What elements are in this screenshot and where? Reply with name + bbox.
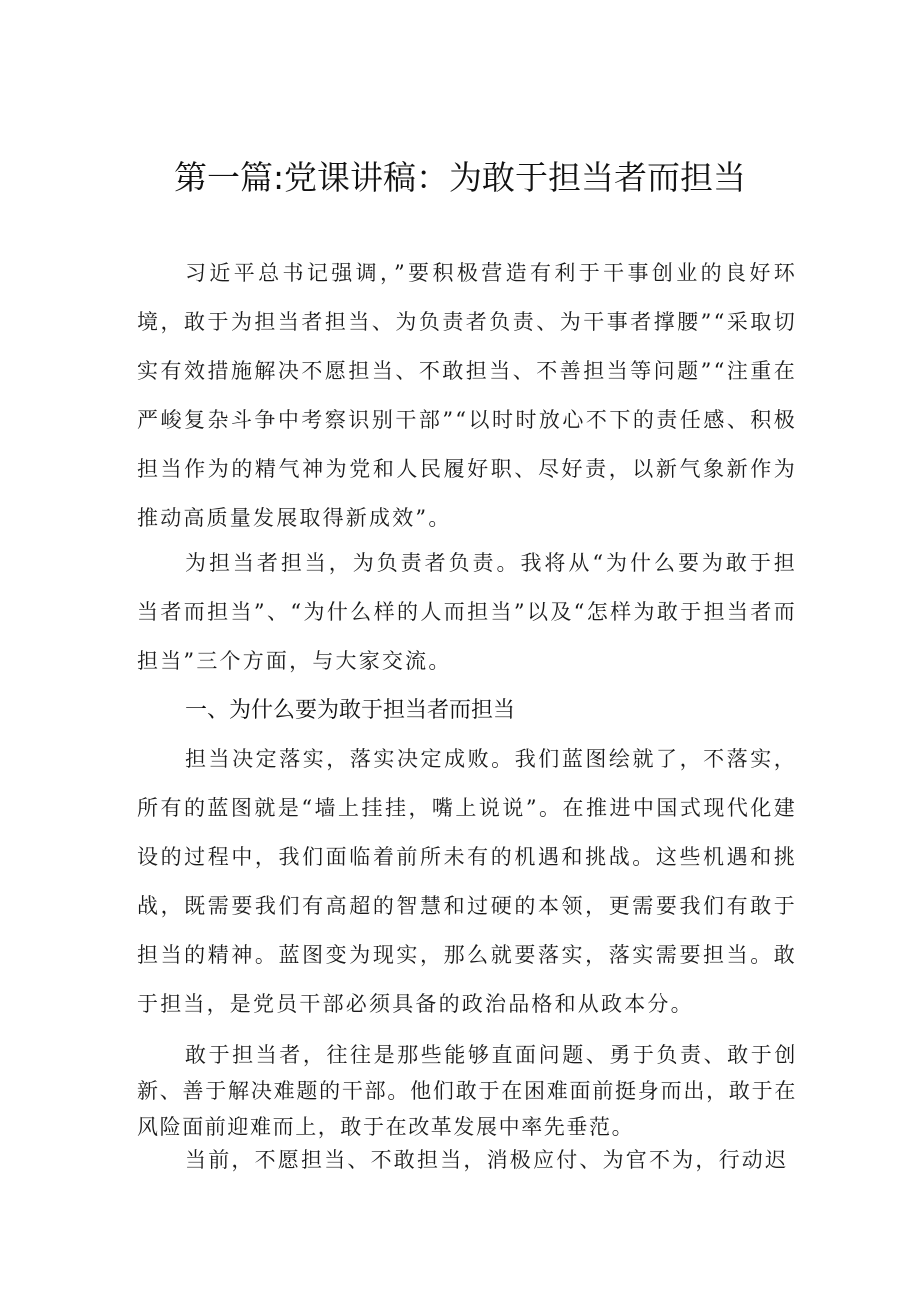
paragraph-5: 当前，不愿担当、不敢担当，消极应付、为官不为，行动迟 bbox=[185, 1148, 789, 1172]
paragraph-1: 习近平总书记强调，”要积极营造有利于干事创业的良好环境，敢于为担当者担当、为负责者负责、为干事者撑腰”“采取切实有效措施解决不愿担当、不敢担当、不善担当等问题”“注重在严峻复杂斗争中考察识别干部”“以时时放心不下的责任感、积极担当作为的精气神为党和人民履好职、尽好责，以新气象新作为推动高质量发展取得新成效”。 bbox=[137, 261, 797, 530]
section-heading-1: 一、为什么要为敢于担当者而担当 bbox=[185, 698, 516, 723]
document-title: 第一篇:党课讲稿：为敢于担当者而担当 bbox=[173, 158, 747, 197]
paragraph-3: 担当决定落实，落实决定成败。我们蓝图绘就了，不落实，所有的蓝图就是“墙上挂挂，嘴上说说”。在推进中国式现代化建设的过程中，我们面临着前所未有的机遇和挑战。这些机遇和挑战，既需要我们有高超的智慧和过硬的本领，更需要我们有敢于担当的精神。蓝图变为现实，那么就要落实，落实需要担当。敢于担当，是党员干部必须具备的政治品格和从政本分。 bbox=[137, 747, 797, 1016]
paragraph-4: 敢于担当者，往往是那些能够直面问题、勇于负责、敢于创新、善于解决难题的干部。他们敢于在困难面前挺身而出，敢于在风险面前迎难而上，敢于在改革发展中率先垂范。 bbox=[137, 1043, 797, 1139]
paragraph-2: 为担当者担当，为负责者负责。我将从“为什么要为敢于担当者而担当”、“为什么样的人而担当”以及“怎样为敢于担当者而担当”三个方面，与大家交流。 bbox=[137, 551, 797, 673]
